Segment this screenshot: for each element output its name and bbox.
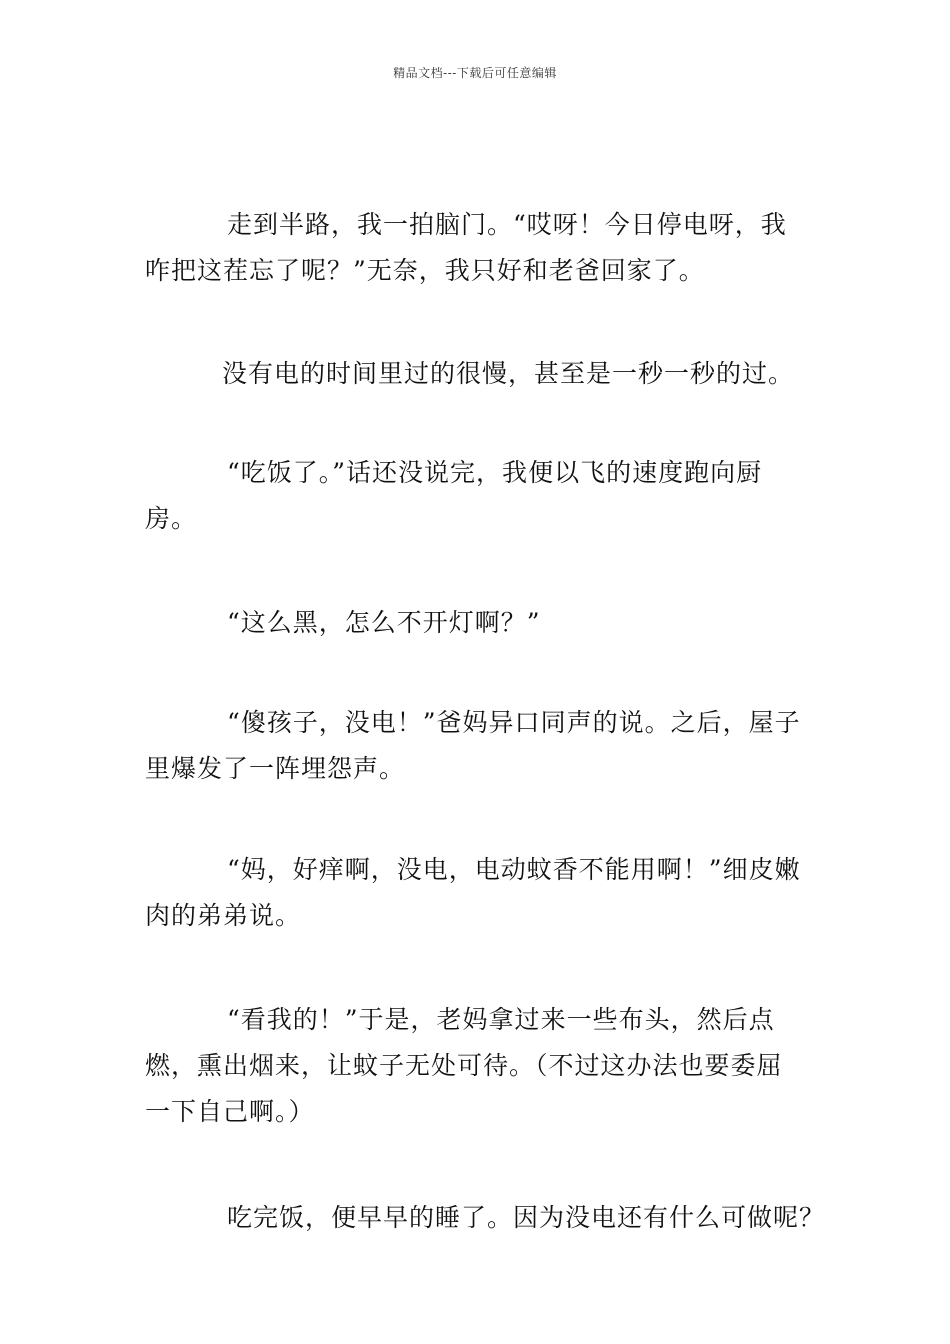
paragraph: “吃饭了。”话还没说完，我便以飞的速度跑向厨房。 bbox=[145, 458, 763, 533]
page-header: 精品文档---下载后可任意编辑 bbox=[393, 66, 557, 80]
paragraph: 没有电的时间里过的很慢，甚至是一秒一秒的过。 bbox=[222, 359, 795, 388]
paragraph: “傻孩子，没电！”爸妈异口同声的说。之后，屋子里爆发了一阵埋怨声。 bbox=[145, 708, 801, 783]
paragraph: “看我的！”于是，老妈拿过来一些布头，然后点燃，熏出烟来，让蚊子无处可待。（不过这办法也要委屈一下自己啊。） bbox=[145, 1005, 783, 1126]
paragraph: “妈，好痒啊，没电，电动蚊香不能用啊！”细皮嫩肉的弟弟说。 bbox=[145, 855, 801, 930]
paragraph: 走到半路，我一拍脑门。“哎呀！今日停电呀，我咋把这茬忘了呢？”无奈，我只好和老爸回家了。 bbox=[145, 210, 787, 285]
paragraph: 吃完饭，便早早的睡了。因为没电还有什么可做呢？ bbox=[227, 1203, 826, 1232]
paragraph: “这么黑，怎么不开灯啊？” bbox=[227, 608, 541, 637]
